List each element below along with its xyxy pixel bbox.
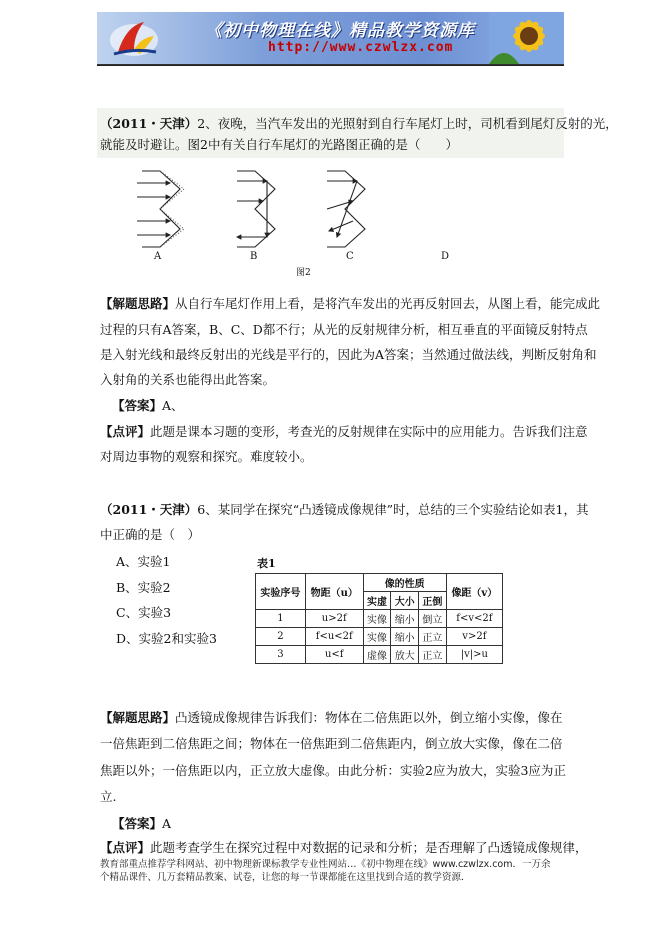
sunflower-icon: [489, 12, 564, 64]
option-b: B、实验2: [116, 580, 171, 595]
figure-label-c: C: [346, 251, 354, 262]
table-header-cell: 像的性质: [363, 574, 446, 592]
option-c: C、实验3: [116, 605, 172, 620]
table-1: [255, 555, 505, 664]
q2-analysis-label: 【解题思路】: [100, 710, 176, 725]
q1-analysis-line-3: 是入射光线和最终反射出的光线是平行的，因此为A答案；当然通过做法线，判断反射角和: [100, 347, 597, 362]
table-cell: 倒立: [419, 610, 447, 628]
question-2-source: （2011・天津）: [100, 502, 198, 517]
q1-analysis-line-1: [100, 292, 600, 315]
table-cell: 1: [256, 610, 306, 628]
banner-title: 《初中物理在线》精品教学资源库: [205, 21, 475, 41]
table-cell: 3: [256, 646, 306, 664]
footer-line-1: 教育部重点推荐学科网站、初中物理新课标教学专业性网站…《初中物理在线》www.czwlzx.com．一万余: [100, 859, 551, 870]
figure-option-a: [137, 171, 184, 247]
question-1-line-1: [100, 112, 618, 135]
table-cell: u>2f: [305, 610, 363, 628]
table-cell: f<v<2f: [446, 610, 502, 628]
q1-comment-line-2: 对周边事物的观察和探究。难度较小。: [100, 449, 313, 464]
figure-label-b: B: [250, 251, 258, 262]
question-1-text-1: 2、夜晚，当汽车发出的光照射到自行车尾灯上时，司机看到尾灯反射的光，: [197, 116, 618, 131]
question-2-line-1: [100, 498, 589, 521]
q2-analysis-text-1: 凸透镜成像规律告诉我们：物体在二倍焦距以外，倒立缩小实像，像在: [175, 710, 563, 725]
question-1-text-2: 就能及时避让。图2中有关自行车尾灯的光路图正确的是（ ）: [100, 137, 458, 152]
table-header-cell: 实验序号: [256, 574, 306, 610]
q1-comment-label: 【点评】: [100, 424, 151, 439]
figure-option-c: [327, 171, 365, 247]
question-2-text-2: 中正确的是（ ）: [100, 527, 201, 542]
table-cell: 2: [256, 628, 306, 646]
option-d: D、实验2和实验3: [116, 631, 217, 646]
q2-comment-label: 【点评】: [100, 840, 151, 855]
table-header-cell: 像距（v）: [446, 574, 502, 610]
table-row: [256, 646, 503, 664]
q1-analysis-label: 【解题思路】: [100, 296, 176, 311]
table-cell: v>2f: [446, 628, 502, 646]
q2-answer-label: 【答案】: [112, 816, 163, 831]
header-rule: [97, 64, 564, 65]
experiment-table: [255, 573, 503, 664]
q2-analysis-line-3: 焦距以外；一倍焦距以内，正立放大虚像。由此分析：实验2应为放大，实验3应为正: [100, 763, 566, 778]
q1-analysis-line-4: 入射角的关系也能得出此答案。: [100, 372, 276, 387]
page-footer: [100, 858, 570, 884]
table-header-cell: 实虚: [363, 592, 391, 610]
table-cell: 实像: [363, 610, 391, 628]
table-cell: 正立: [419, 646, 447, 664]
table-cell: 虚像: [363, 646, 391, 664]
table-cell: |v|>u: [446, 646, 502, 664]
table-row: [256, 628, 503, 646]
table-row: [256, 610, 503, 628]
q2-comment-line-1: [100, 836, 588, 859]
q1-analysis-line-2: 过程的只有A答案，B、C、D都不行；从光的反射规律分析，相互垂直的平面镜反射特点: [100, 322, 588, 337]
q1-answer-label: 【答案】: [112, 398, 163, 413]
figure-option-b: [237, 171, 275, 247]
question-1-source: （2011・天津）: [100, 116, 198, 131]
q2-answer-value: A: [162, 816, 172, 831]
q2-analysis-line-2: 一倍焦距到二倍焦距之间；物体在一倍焦距到二倍焦距内，倒立放大实像，像在二倍: [100, 736, 563, 751]
figure-label-a: A: [154, 251, 162, 262]
q1-answer-value: A、: [162, 398, 184, 413]
site-logo-icon: [104, 16, 164, 60]
table-header-cell: 物距（u）: [305, 574, 363, 610]
banner-url[interactable]: http://www.czwlzx.com: [268, 40, 454, 55]
figure-label-d: D: [441, 251, 450, 262]
figure-2-light-path-diagram: [97, 163, 407, 283]
footer-line-2: 个精品课件、几万套精品教案、试卷，让您的每一节课都能在这里找到合适的教学资源．: [100, 872, 471, 883]
question-2-text-1: 6、某同学在探究“凸透镜成像规律”时，总结的三个实验结论如表1，其: [197, 502, 589, 517]
table-cell: 正立: [419, 628, 447, 646]
table-cell: 缩小: [391, 610, 419, 628]
q1-comment-line-1: [100, 420, 588, 443]
table-cell: u<f: [305, 646, 363, 664]
q2-answer: [112, 812, 171, 835]
table-caption: 表1: [257, 557, 276, 570]
figure-caption: 图2: [296, 268, 311, 278]
option-a: A、实验1: [116, 554, 171, 569]
table-cell: f<u<2f: [305, 628, 363, 646]
q1-answer: [112, 394, 184, 417]
q2-analysis-line-1: [100, 706, 563, 729]
table-cell: 实像: [363, 628, 391, 646]
q2-comment-text: 此题考查学生在探究过程中对数据的记录和分析；是否理解了凸透镜成像规律，: [150, 840, 588, 855]
table-header-cell: 大小: [391, 592, 419, 610]
table-header-row: [256, 574, 503, 592]
table-header-cell: 正倒: [419, 592, 447, 610]
q1-comment-text-1: 此题是课本习题的变形，考查光的反射规律在实际中的应用能力。告诉我们注意: [150, 424, 588, 439]
q1-analysis-text-1: 从自行车尾灯作用上看，是将汽车发出的光再反射回去，从图上看，能完成此: [175, 296, 601, 311]
table-cell: 放大: [391, 646, 419, 664]
table-cell: 缩小: [391, 628, 419, 646]
q2-analysis-line-4: 立.: [100, 789, 117, 804]
